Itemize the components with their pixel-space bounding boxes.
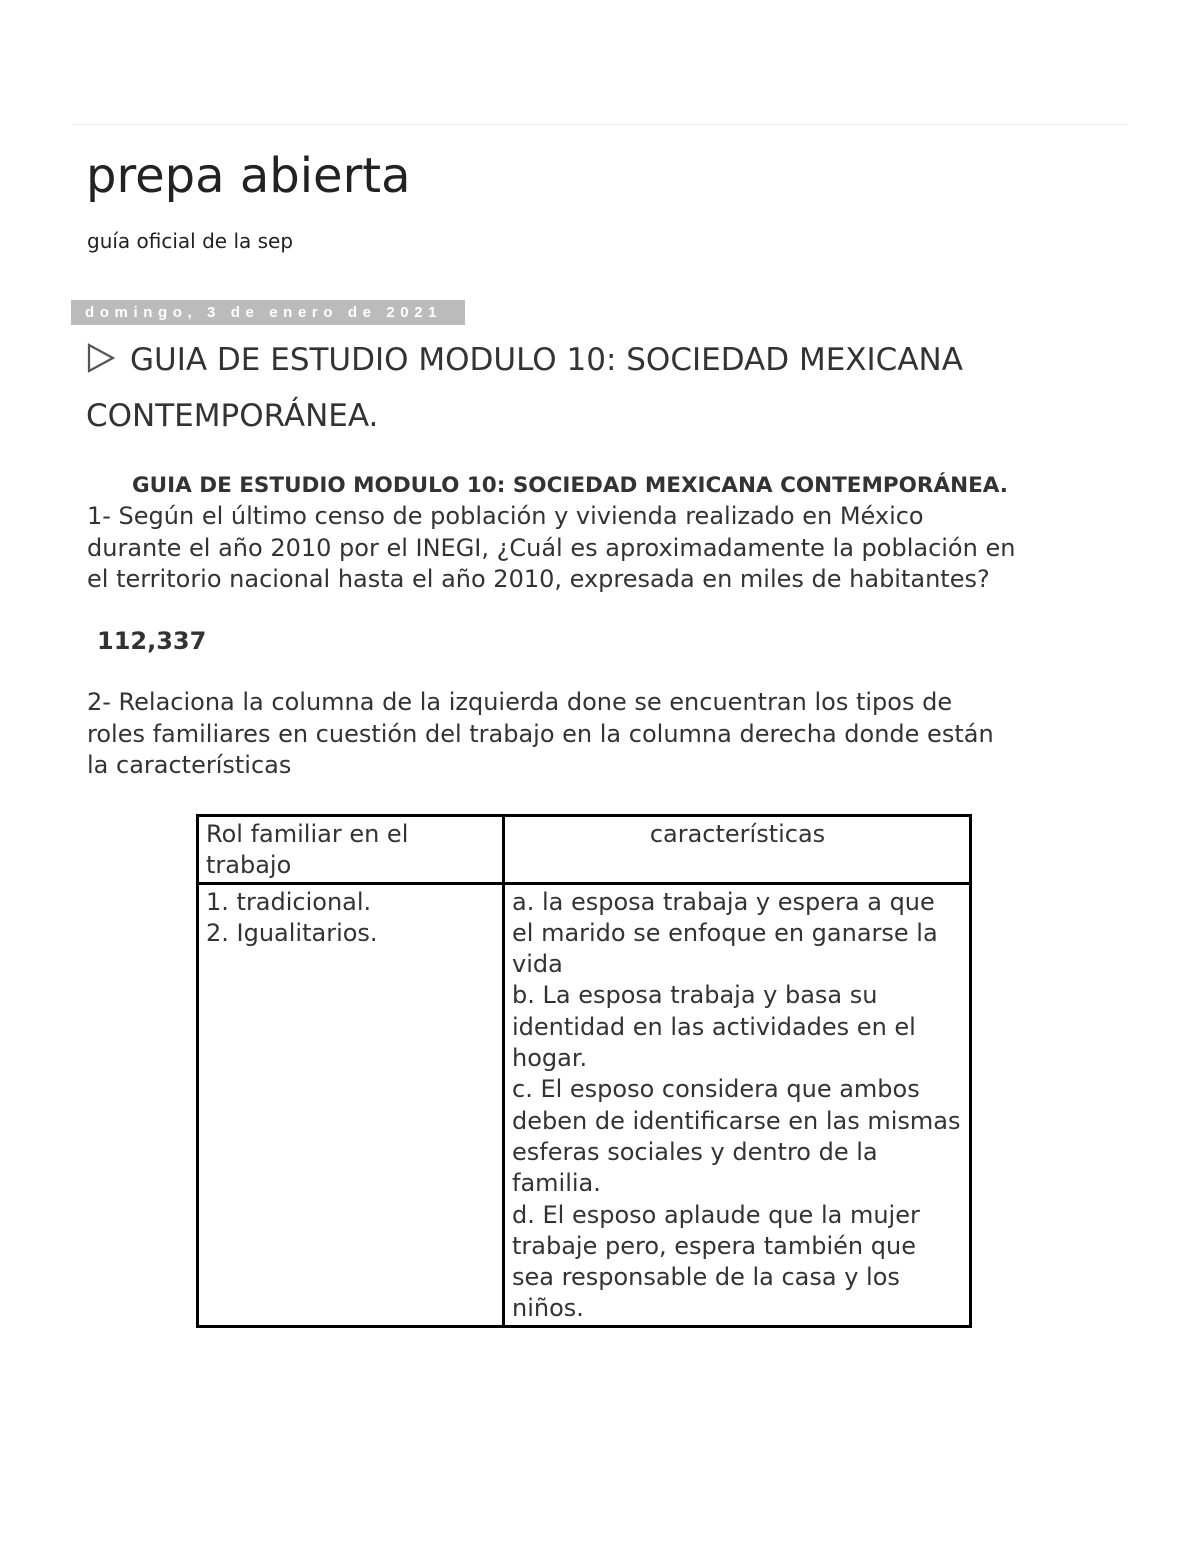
study-guide-heading: GUIA DE ESTUDIO MODULO 10: SOCIEDAD MEXICANA CONTEMPORÁNEA. [132,473,1008,498]
post-title-text: GUIA DE ESTUDIO MODULO 10: SOCIEDAD MEXICANA CONTEMPORÁNEA. [86,342,963,434]
post-title[interactable] [86,334,1126,442]
answer-1: 112,337 [97,626,207,655]
roles-table [196,814,972,1328]
roles-cell [198,883,504,1326]
blog-title[interactable]: prepa abierta [86,148,411,204]
table-row [198,883,971,1326]
post-body [87,470,1127,782]
header-rol-familiar: Rol familiar en el trabajo [198,816,504,884]
characteristics-cell [504,883,971,1326]
header-divider [72,124,1128,125]
blog-description: guía oficial de la sep [87,229,294,253]
role-item: 2. Igualitarios. [206,918,378,947]
characteristic-item: b. La esposa trabaja y basa su identidad en las actividades en el hogar. [512,981,916,1073]
characteristic-item: a. la esposa trabaja y espera a que el marido se enfoque en ganarse la vida [512,887,938,979]
characteristic-item: c. El esposo considera que ambos deben de identificarse en las mismas esferas sociales y dentro de la familia. [512,1075,961,1198]
post-date: domingo, 3 de enero de 2021 [71,300,465,325]
role-item: 1. tradicional. [206,887,372,916]
header-caracteristicas: características [504,816,971,884]
question-1: 1- Según el último censo de población y vivienda realizado en México durante el año 2010 por el INEGI, ¿Cuál es aproximadamente la población en el territorio nacional hasta el año 2010, expresada en miles de habitantes? [87,502,1016,593]
characteristic-item: d. El esposo aplaude que la mujer trabaje pero, espera también que sea responsable de la casa y los niños. [512,1200,920,1323]
play-arrow-icon [86,338,116,390]
question-2: 2- Relaciona la columna de la izquierda done se encuentran los tipos de roles familiares en cuestión del trabajo en la columna derecha donde están la características [87,688,994,779]
table-header-row [198,816,971,884]
